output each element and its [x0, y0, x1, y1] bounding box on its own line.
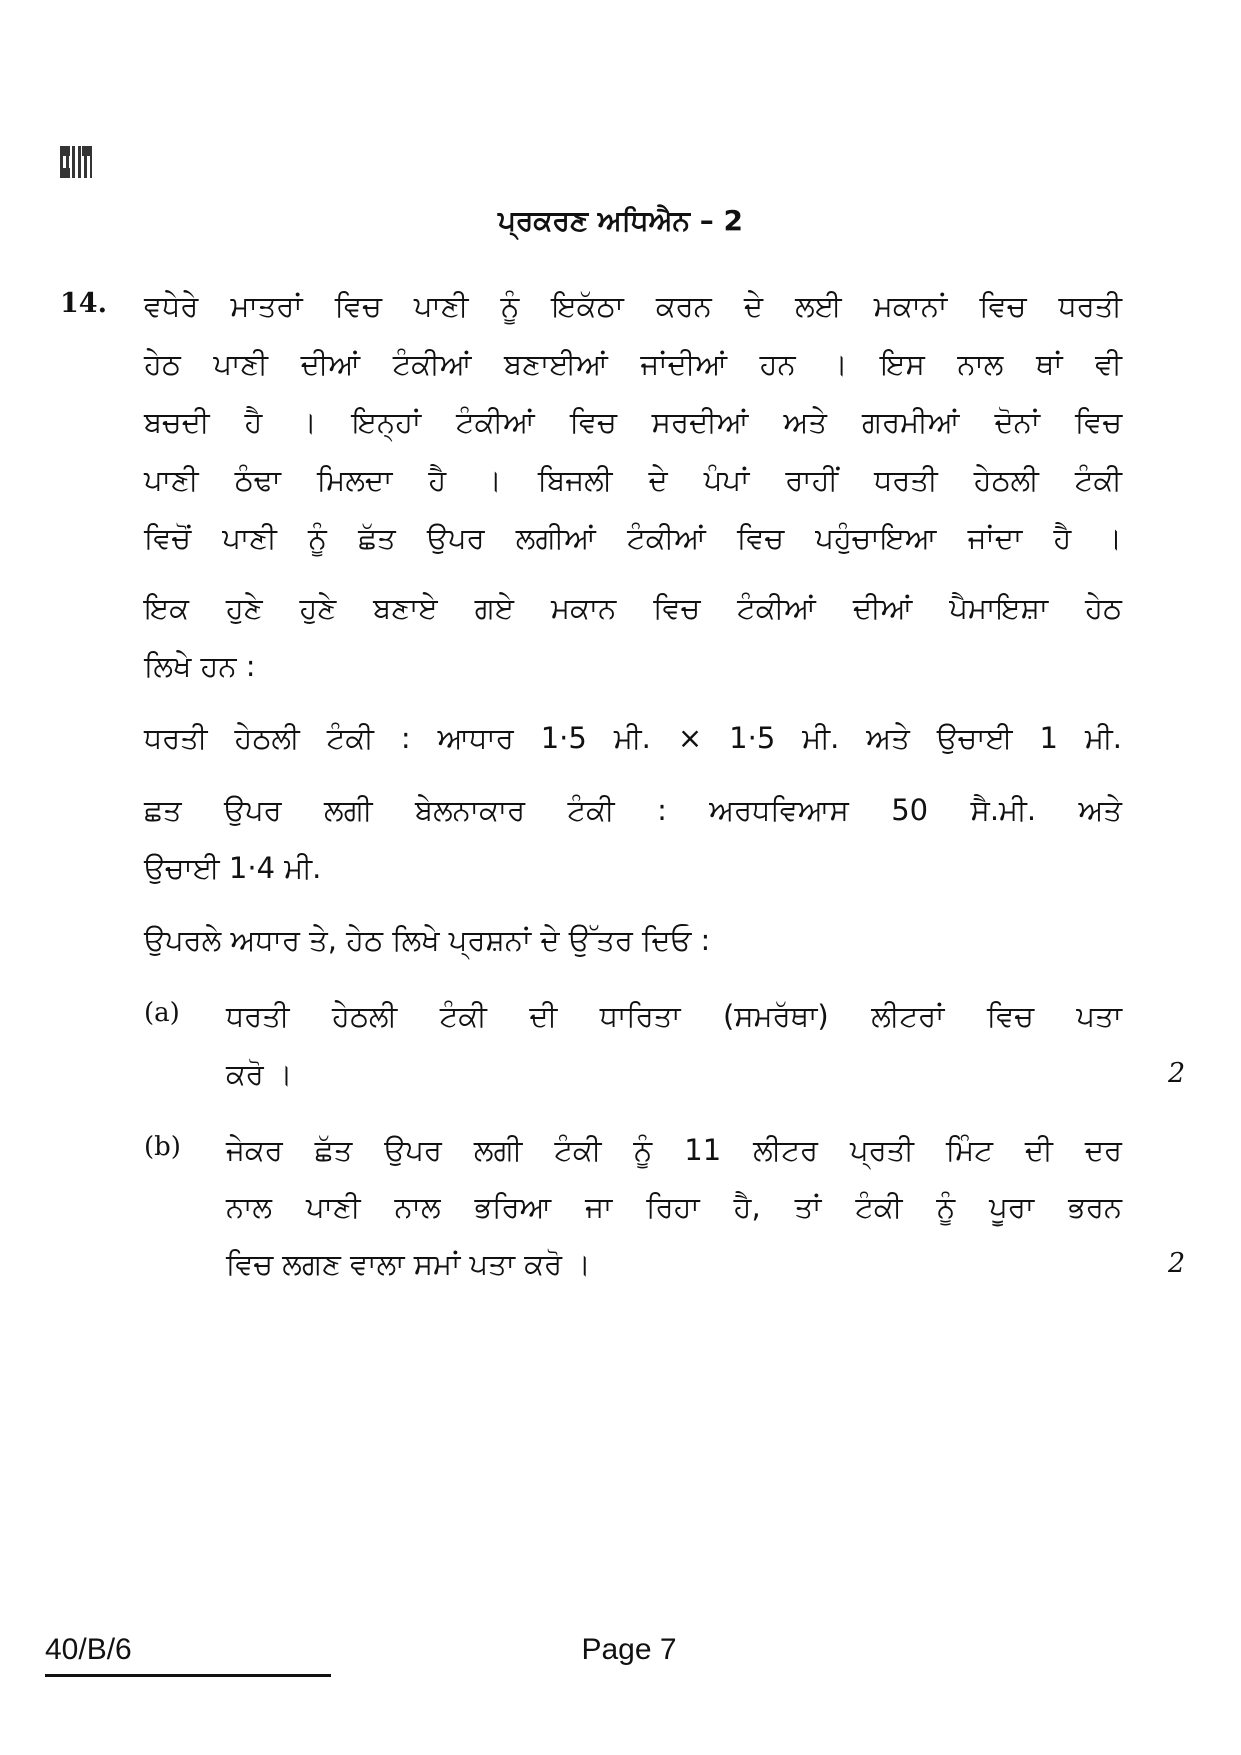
- underground-tank-dimensions: ਧਰਤੀ ਹੇਠਲੀ ਟੰਕੀ : ਆਧਾਰ 1·5 ਮੀ. × 1·5 ਮੀ. ਅਤੇ ਉਚਾਈ 1 ਮੀ.: [144, 721, 1122, 755]
- paragraph-line: ਵਿਚੋਂ ਪਾਣੀ ਨੂੰ ਛੱਤ ਉਪਰ ਲਗੀਆਂ ਟੰਕੀਆਂ ਵਿਚ ਪਹੁੰਚਾਇਆ ਜਾਂਦਾ ਹੈ ।: [144, 521, 1122, 555]
- paragraph-line: ਵਧੇਰੇ ਮਾਤਰਾਂ ਵਿਚ ਪਾਣੀ ਨੂੰ ਇਕੱਠਾ ਕਰਨ ਦੇ ਲਈ ਮਕਾਨਾਂ ਵਿਚ ਧਰਤੀ: [144, 289, 1122, 323]
- part-a-line: ਧਰਤੀ ਹੇਠਲੀ ਟੰਕੀ ਦੀ ਧਾਰਿਤਾ (ਸਮਰੱਥਾ) ਲੀਟਰਾਂ ਵਿਚ ਪਤਾ: [226, 999, 1122, 1033]
- part-b-line: ਜੇਕਰ ਛੱਤ ਉਪਰ ਲਗੀ ਟੰਕੀ ਨੂੰ 11 ਲੀਟਰ ਪ੍ਰਤੀ ਮਿੰਟ ਦੀ ਦਰ: [226, 1133, 1122, 1167]
- marks: 2: [1168, 1058, 1186, 1089]
- marks: 2: [1168, 1248, 1186, 1279]
- paper-code: 40/B/6: [45, 1633, 132, 1666]
- paragraph-line: ਬਚਦੀ ਹੈ । ਇਨ੍ਹਾਂ ਟੰਕੀਆਂ ਵਿਚ ਸਰਦੀਆਂ ਅਤੇ ਗਰਮੀਆਂ ਦੋਨਾਂ ਵਿਚ: [144, 405, 1122, 439]
- section-title: ਪ੍ਰਕਰਣ ਅਧਿਐਨ – 2: [497, 204, 744, 237]
- part-b-line: ਵਿਚ ਲਗਣ ਵਾਲਾ ਸਮਾਂ ਪਤਾ ਕਰੋ ।: [226, 1247, 591, 1281]
- part-label: (a): [144, 998, 180, 1028]
- part-label: (b): [144, 1132, 181, 1162]
- roof-tank-dimensions: ਛਤ ਉਪਰ ਲਗੀ ਬੇਲਨਾਕਾਰ ਟੰਕੀ : ਅਰਧਵਿਆਸ 50 ਸੈ.ਮੀ. ਅਤੇ: [144, 793, 1122, 827]
- part-b-line: ਨਾਲ ਪਾਣੀ ਨਾਲ ਭਰਿਆ ਜਾ ਰਿਹਾ ਹੈ, ਤਾਂ ਟੰਕੀ ਨੂੰ ਪੂਰਾ ਭਰਨ: [226, 1190, 1122, 1224]
- instruction: ਉਪਰਲੇ ਅਧਾਰ ਤੇ, ਹੇਠ ਲਿਖੇ ਪ੍ਰਸ਼ਨਾਂ ਦੇ ਉੱਤਰ ਦਿਓ :: [144, 923, 711, 957]
- paragraph-line: ਲਿਖੇ ਹਨ :: [144, 649, 256, 683]
- paragraph-line: ਹੇਠ ਪਾਣੀ ਦੀਆਂ ਟੰਕੀਆਂ ਬਣਾਈਆਂ ਜਾਂਦੀਆਂ ਹਨ । ਇਸ ਨਾਲ ਥਾਂ ਵੀ: [144, 347, 1122, 381]
- paragraph-line: ਇਕ ਹੁਣੇ ਹੁਣੇ ਬਣਾਏ ਗਏ ਮਕਾਨ ਵਿਚ ਟੰਕੀਆਂ ਦੀਆਂ ਪੈਮਾਇਸ਼ਾ ਹੇਠ: [144, 591, 1122, 625]
- roof-tank-dimensions: ਉਚਾਈ 1·4 ਮੀ.: [144, 851, 322, 885]
- part-a-line: ਕਰੋ ।: [226, 1057, 293, 1091]
- question-number: 14.: [60, 288, 107, 319]
- paragraph-line: ਪਾਣੀ ਠੰਢਾ ਮਿਲਦਾ ਹੈ । ਬਿਜਲੀ ਦੇ ਪੰਪਾਂ ਰਾਹੀਂ ਧਰਤੀ ਹੇਠਲੀ ਟੰਕੀ: [144, 463, 1122, 497]
- qr-code: [60, 146, 92, 178]
- page-number: Page 7: [581, 1633, 677, 1666]
- footer-underline: [45, 1674, 331, 1677]
